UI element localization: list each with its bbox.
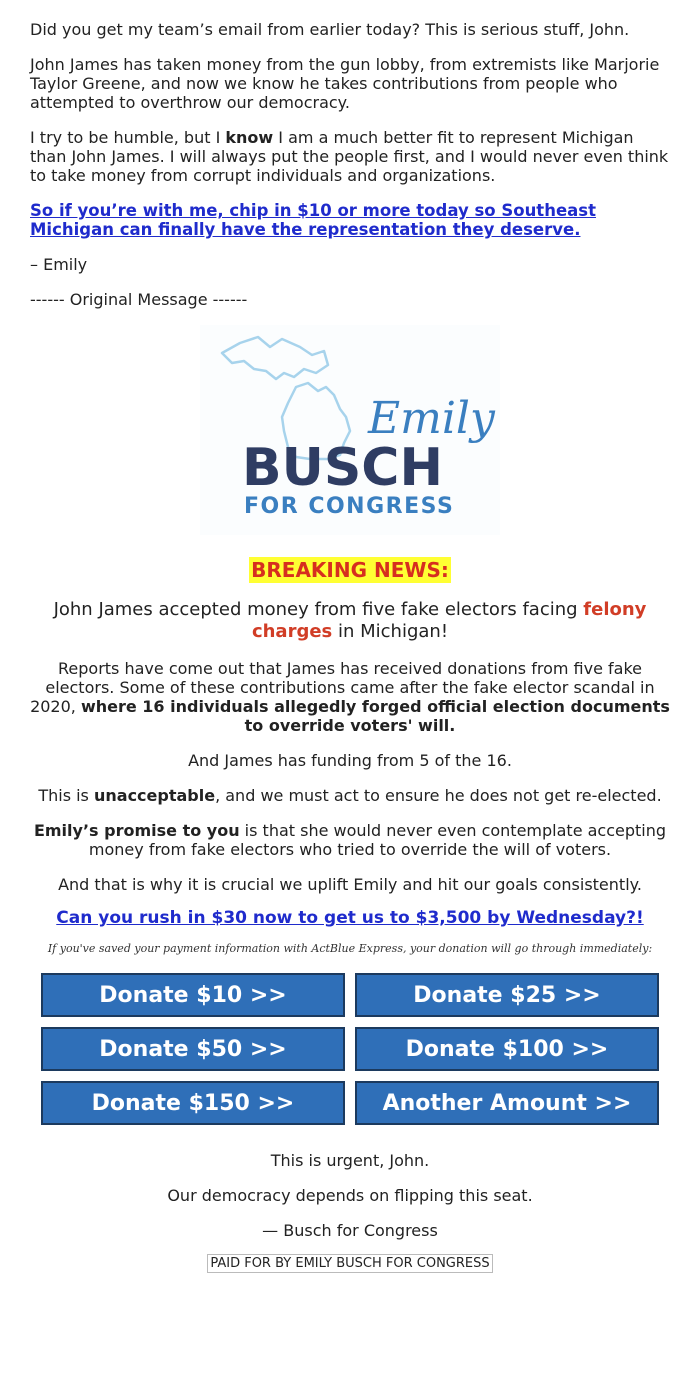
campaign-logo	[200, 325, 500, 535]
intro-p3-text-b: I am a much better fit to represent Michigan than John James. I will always put the people first, and I would never even think to take money from corrupt individuals and organizations.	[30, 128, 669, 185]
body-p4-bold: Emily’s promise to you	[33, 821, 240, 840]
intro-p3-bold: know	[225, 128, 274, 147]
body-paragraph-2: And James has funding from 5 of the 16.	[188, 751, 512, 770]
logo-last-name: BUSCH	[242, 438, 443, 498]
headline-text-a: John James accepted money from five fake electors facing	[53, 599, 584, 620]
headline	[30, 599, 670, 643]
logo-subtitle: FOR CONGRESS	[244, 494, 455, 519]
intro-paragraph-3	[30, 128, 670, 185]
donate-150-button[interactable]: Donate $150 >>	[41, 1081, 345, 1125]
donate-25-button[interactable]: Donate $25 >>	[355, 973, 659, 1017]
closing-line-1: This is urgent, John.	[270, 1151, 430, 1170]
donate-other-amount-button[interactable]: Another Amount >>	[355, 1081, 659, 1125]
signoff: – Emily	[30, 255, 88, 274]
body-p4-text: is that she would never even contemplate accepting money from fake electors who tried to override the will of voters.	[88, 821, 667, 859]
closing-line-3: — Busch for Congress	[262, 1221, 438, 1240]
chip-in-link-paragraph	[30, 201, 670, 239]
logo-first-name: Emily	[368, 393, 495, 444]
donate-10-button[interactable]: Donate $10 >>	[41, 973, 345, 1017]
email-body	[30, 0, 670, 1273]
chip-in-link[interactable]: So if you’re with me, chip in $10 or more today so Southeast Michigan can finally have the representation they deserve.	[30, 201, 596, 239]
body-paragraph-5: And that is why it is crucial we uplift Emily and hit our goals consistently.	[58, 875, 642, 894]
body-p3-text-b: , and we must act to ensure he does not get re-elected.	[215, 786, 662, 805]
donate-button-grid	[41, 973, 659, 1125]
intro-section	[30, 20, 670, 309]
original-message-divider: ------ Original Message ------	[30, 290, 248, 309]
actblue-note: If you've saved your payment information with ActBlue Express, your donation will go through immediately:	[47, 942, 653, 955]
body-p1-bold: where 16 individuals allegedly forged official election documents to override voters' will.	[80, 697, 670, 735]
body-paragraph-4	[30, 821, 670, 859]
body-p3-text-a: This is	[38, 786, 94, 805]
breaking-news-badge: BREAKING NEWS:	[251, 558, 449, 582]
rush-cta-wrapper	[30, 908, 670, 928]
intro-p3-text-a: I try to be humble, but I	[30, 128, 226, 147]
headline-text-b: in Michigan!	[332, 621, 449, 642]
rush-donate-link[interactable]: Can you rush in $30 now to get us to $3,500 by Wednesday?!	[56, 908, 644, 928]
intro-paragraph-1: Did you get my team’s email from earlier today? This is serious stuff, John.	[30, 20, 630, 39]
body-p1-text: Reports have come out that James has received donations from five fake electors. Some of these contributions came after the fake elector scandal in 2020,	[30, 659, 655, 716]
intro-paragraph-2: John James has taken money from the gun lobby, from extremists like Marjorie Taylor Greene, and now we know he takes contributions from people who attempted to overthrow our democracy.	[30, 55, 660, 112]
headline-red-text: felony charges	[251, 599, 647, 642]
paid-for-disclaimer: PAID FOR BY EMILY BUSCH FOR CONGRESS	[207, 1254, 492, 1273]
body-p3-bold: unacceptable	[93, 786, 216, 805]
body-paragraph-1	[30, 659, 670, 735]
donate-50-button[interactable]: Donate $50 >>	[41, 1027, 345, 1071]
body-paragraph-3	[30, 786, 670, 805]
closing-line-2: Our democracy depends on flipping this seat.	[167, 1186, 533, 1205]
donate-100-button[interactable]: Donate $100 >>	[355, 1027, 659, 1071]
closing-section	[30, 1151, 670, 1273]
